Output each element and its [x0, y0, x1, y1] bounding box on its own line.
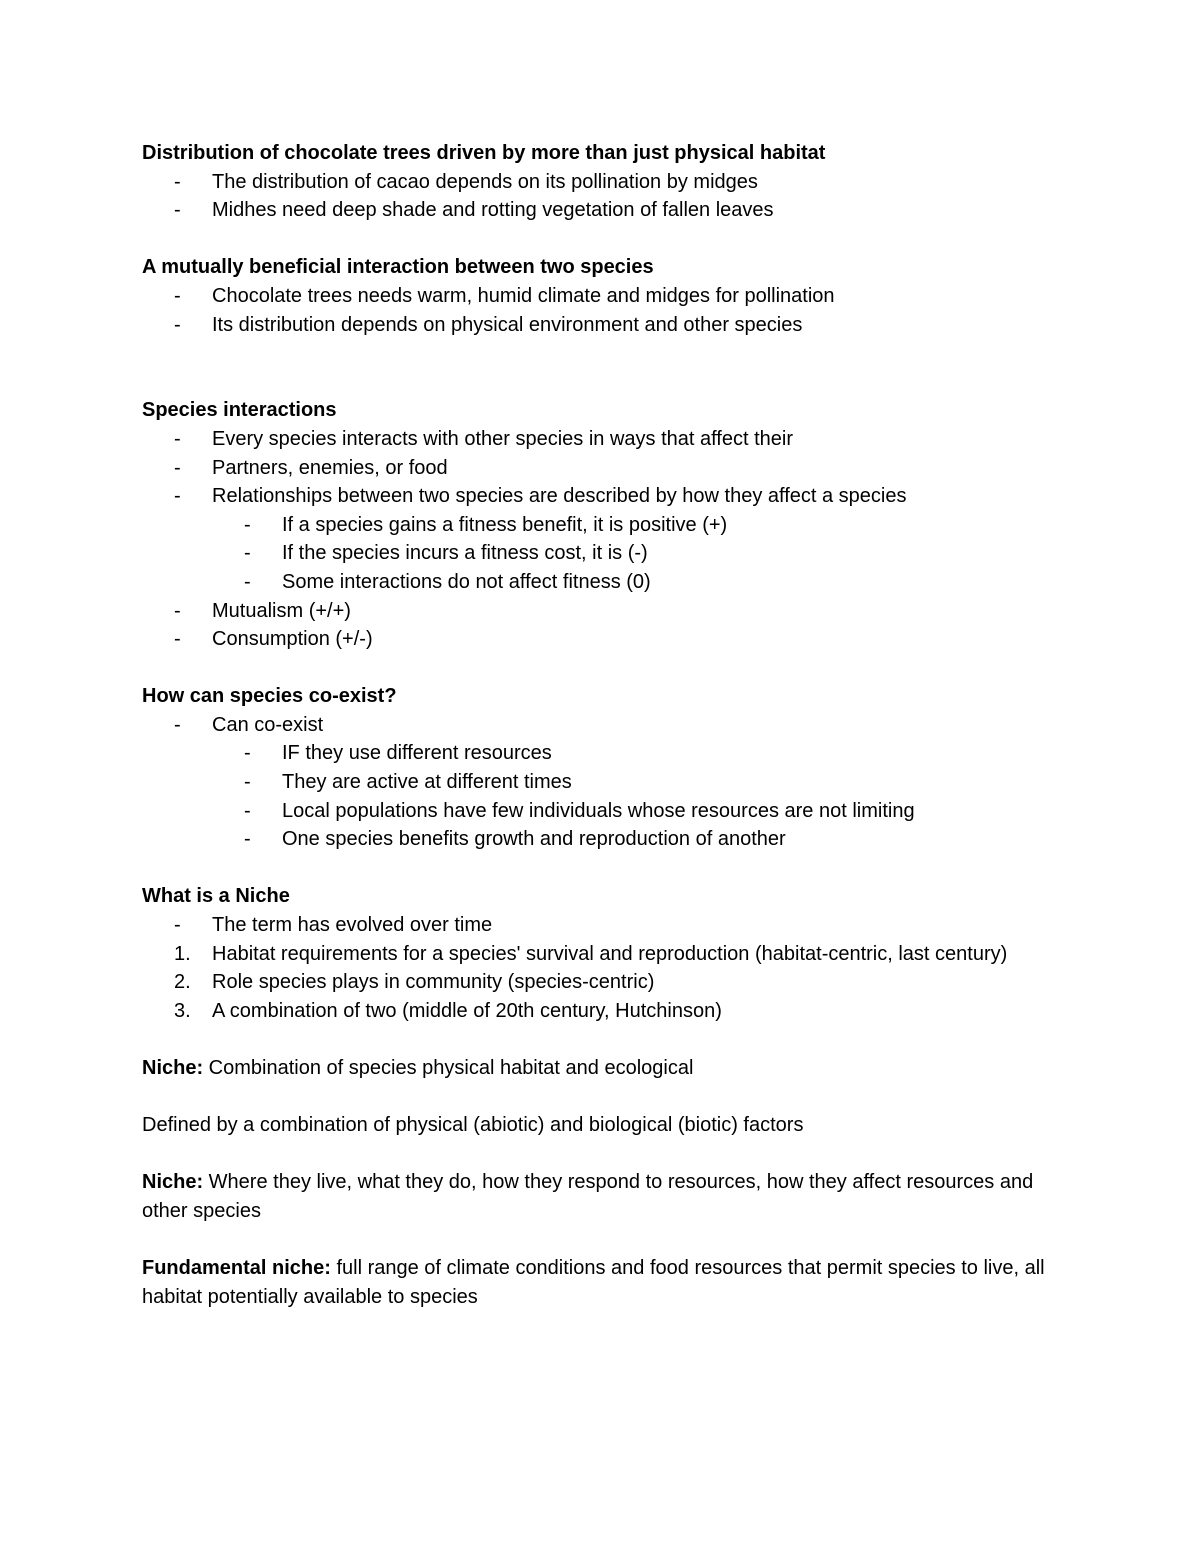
dash-marker: -	[244, 513, 251, 536]
dash-marker: -	[174, 284, 181, 307]
list-item-text: One species benefits growth and reproduction of another	[282, 828, 786, 851]
list-item-text: Chocolate trees needs warm, humid climate and midges for pollination	[212, 284, 835, 307]
definition-term: Niche:	[142, 1171, 204, 1194]
list-item-text: If a species gains a fitness benefit, it is positive (+)	[282, 513, 728, 536]
sub-list-item	[212, 539, 1062, 568]
list-item-text: Relationships between two species are described by how they affect a species	[212, 485, 907, 508]
section-heading: What is a Niche	[142, 885, 290, 908]
list-item-text: They are active at different times	[282, 771, 572, 794]
paragraph	[142, 1111, 1062, 1140]
list-item-text: Role species plays in community (species-centric)	[212, 971, 655, 994]
dash-marker: -	[174, 427, 181, 450]
number-marker: 3.	[174, 999, 191, 1022]
definition-paragraph	[142, 1168, 1062, 1225]
list-item-text: The distribution of cacao depends on its pollination by midges	[212, 170, 758, 193]
dash-marker: -	[174, 456, 181, 479]
sub-bullet-list	[212, 511, 1062, 597]
list-item	[142, 482, 1062, 511]
definition-text: Where they live, what they do, how they respond to resources, how they affect resources and other species	[142, 1171, 1034, 1222]
bullet-list	[142, 911, 1062, 940]
list-item-text: Midhes need deep shade and rotting vegetation of fallen leaves	[212, 199, 774, 222]
dash-marker: -	[174, 170, 181, 193]
dash-marker: -	[244, 771, 251, 794]
list-item	[142, 425, 1062, 454]
sub-bullet-list	[212, 739, 1062, 853]
dash-marker: -	[174, 599, 181, 622]
sub-list-item	[212, 568, 1062, 597]
dash-marker: -	[174, 628, 181, 651]
list-item-text: Every species interacts with other species in ways that affect their	[212, 427, 794, 450]
section-heading: How can species co-exist?	[142, 685, 397, 708]
list-item	[142, 311, 1062, 340]
sub-list-item	[212, 825, 1062, 854]
numbered-item	[142, 997, 1062, 1026]
section-heading: Distribution of chocolate trees driven by more than just physical habitat	[142, 142, 826, 164]
list-item-text: Consumption (+/-)	[212, 628, 373, 651]
list-item-text: Habitat requirements for a species' survival and reproduction (habitat-centric, last century)	[212, 942, 1008, 965]
dash-marker: -	[174, 199, 181, 222]
sub-list-item	[212, 768, 1062, 797]
definition-text: Combination of species physical habitat and ecological	[203, 1057, 694, 1079]
section-heading: Species interactions	[142, 399, 337, 422]
paragraph-text: Defined by a combination of physical (abiotic) and biological (biotic) factors	[142, 1114, 804, 1137]
dash-marker: -	[244, 742, 251, 765]
list-item-text: Some interactions do not affect fitness (0)	[282, 570, 651, 593]
list-item	[142, 911, 1062, 940]
numbered-item	[142, 968, 1062, 997]
list-item-text: Can co-exist	[212, 713, 324, 736]
bullet-list	[142, 597, 1062, 654]
dash-marker: -	[174, 713, 181, 736]
list-item-text: Local populations have few individuals whose resources are not limiting	[282, 799, 915, 822]
bullet-list	[142, 425, 1062, 511]
dash-marker: -	[174, 313, 181, 336]
dash-marker: -	[174, 485, 181, 508]
list-item	[142, 168, 1062, 197]
list-item-text: IF they use different resources	[282, 742, 552, 765]
list-item-text: Partners, enemies, or food	[212, 456, 448, 479]
bullet-list	[142, 282, 1062, 339]
list-item-text: If the species incurs a fitness cost, it is (-)	[282, 542, 648, 565]
list-item-text: Mutualism (+/+)	[212, 599, 351, 622]
definition-term: Niche:	[142, 1057, 204, 1079]
list-item-text: The term has evolved over time	[212, 914, 493, 937]
definition-term: Fundamental niche:	[142, 1257, 331, 1280]
list-item	[142, 597, 1062, 626]
list-item-text: A combination of two (middle of 20th century, Hutchinson)	[212, 999, 722, 1022]
list-item-text: Its distribution depends on physical environment and other species	[212, 313, 803, 336]
dash-marker: -	[244, 828, 251, 851]
dash-marker: -	[244, 542, 251, 565]
list-item	[142, 196, 1062, 225]
list-item	[142, 454, 1062, 483]
number-marker: 2.	[174, 971, 191, 994]
definition-paragraph	[142, 1254, 1062, 1311]
definition-paragraph	[142, 1054, 1062, 1083]
definition-text: full range of climate conditions and food resources that permit species to live, all habitat potentially available to species	[142, 1257, 1045, 1308]
bullet-list	[142, 711, 1062, 740]
dash-marker: -	[174, 914, 181, 937]
sub-list-item	[212, 797, 1062, 826]
section-heading: A mutually beneficial interaction between two species	[142, 256, 654, 279]
list-item	[142, 625, 1062, 654]
list-item	[142, 711, 1062, 740]
numbered-item	[142, 940, 1062, 969]
dash-marker: -	[244, 799, 251, 822]
list-item	[142, 282, 1062, 311]
sub-list-item	[212, 511, 1062, 540]
bullet-list	[142, 168, 1062, 225]
sub-list-item	[212, 739, 1062, 768]
dash-marker: -	[244, 570, 251, 593]
numbered-list	[142, 940, 1062, 1026]
document-page	[142, 139, 1062, 1311]
number-marker: 1.	[174, 942, 191, 965]
